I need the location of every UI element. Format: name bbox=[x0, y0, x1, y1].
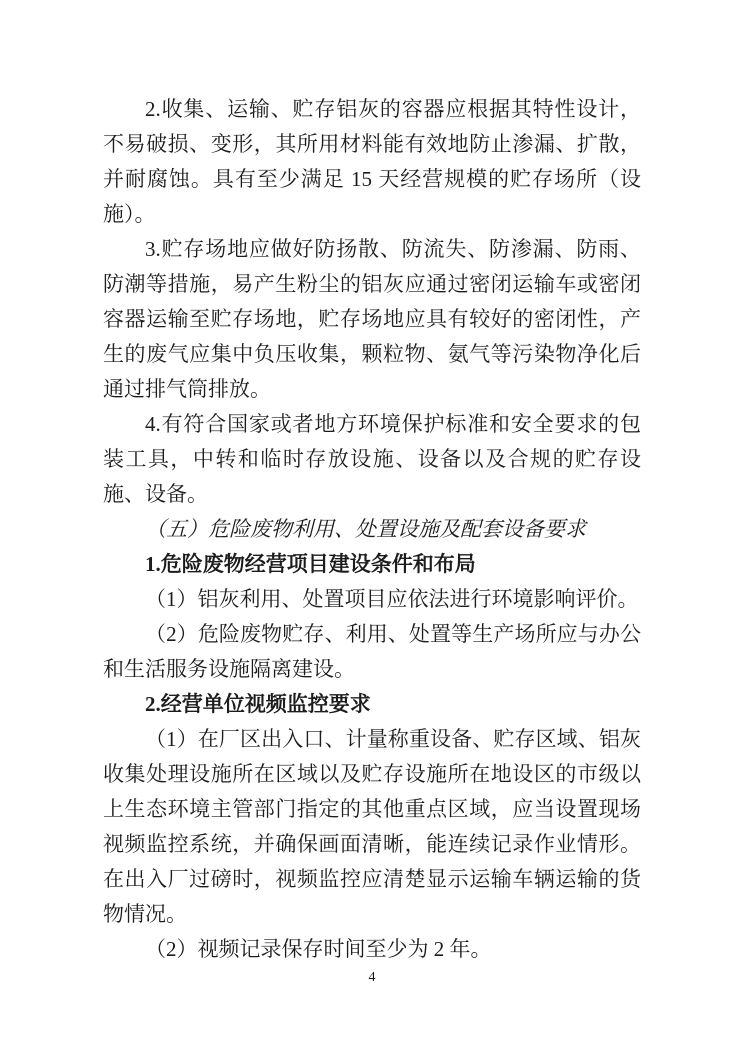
paragraph-6: （1）铝灰利用、处置项目应依法进行环境影响评价。 bbox=[145, 587, 639, 611]
paragraph-1: 2.收集、运输、贮存铝灰的容器应根据其特性设计，不易破损、变形，其所用材料能有效地防止渗漏、扩散，并耐腐蚀。具有至少满足 15 天经营规模的贮存场所（设施）。 bbox=[103, 97, 641, 226]
document-body bbox=[103, 92, 641, 967]
paragraph-5: 1.危险废物经营项目建设条件和布局 bbox=[145, 552, 476, 576]
page-number: 4 bbox=[368, 970, 376, 985]
paragraph-4: （五）危险废物利用、处置设施及配套设备要求 bbox=[145, 517, 586, 541]
paragraph-2: 3.贮存场地应做好防扬散、防流失、防渗漏、防雨、防潮等措施，易产生粉尘的铝灰应通过密闭运输车或密闭容器运输至贮存场地，贮存场地应具有较好的密闭性，产生的废气应集中负压收集，颗粒物、氨气等污染物净化后通过排气筒排放。 bbox=[103, 237, 641, 401]
paragraph-9: （1）在厂区出入口、计量称重设备、贮存区域、铝灰收集处理设施所在区域以及贮存设施所在地设区的市级以上生态环境主管部门指定的其他重点区域，应当设置现场视频监控系统，并确保画面清晰，能连续记录作业情形。在出入厂过磅时，视频监控应清楚显示运输车辆运输的货物情况。 bbox=[103, 727, 641, 926]
paragraph-8: 2.经营单位视频监控要求 bbox=[145, 692, 371, 716]
paragraph-3: 4.有符合国家或者地方环境保护标准和安全要求的包装工具，中转和临时存放设施、设备以及合规的贮存设施、设备。 bbox=[103, 412, 641, 506]
paragraph-10: （2）视频记录保存时间至少为 2 年。 bbox=[145, 937, 492, 961]
paragraph-7: （2）危险废物贮存、利用、处置等生产场所应与办公和生活服务设施隔离建设。 bbox=[103, 622, 641, 681]
